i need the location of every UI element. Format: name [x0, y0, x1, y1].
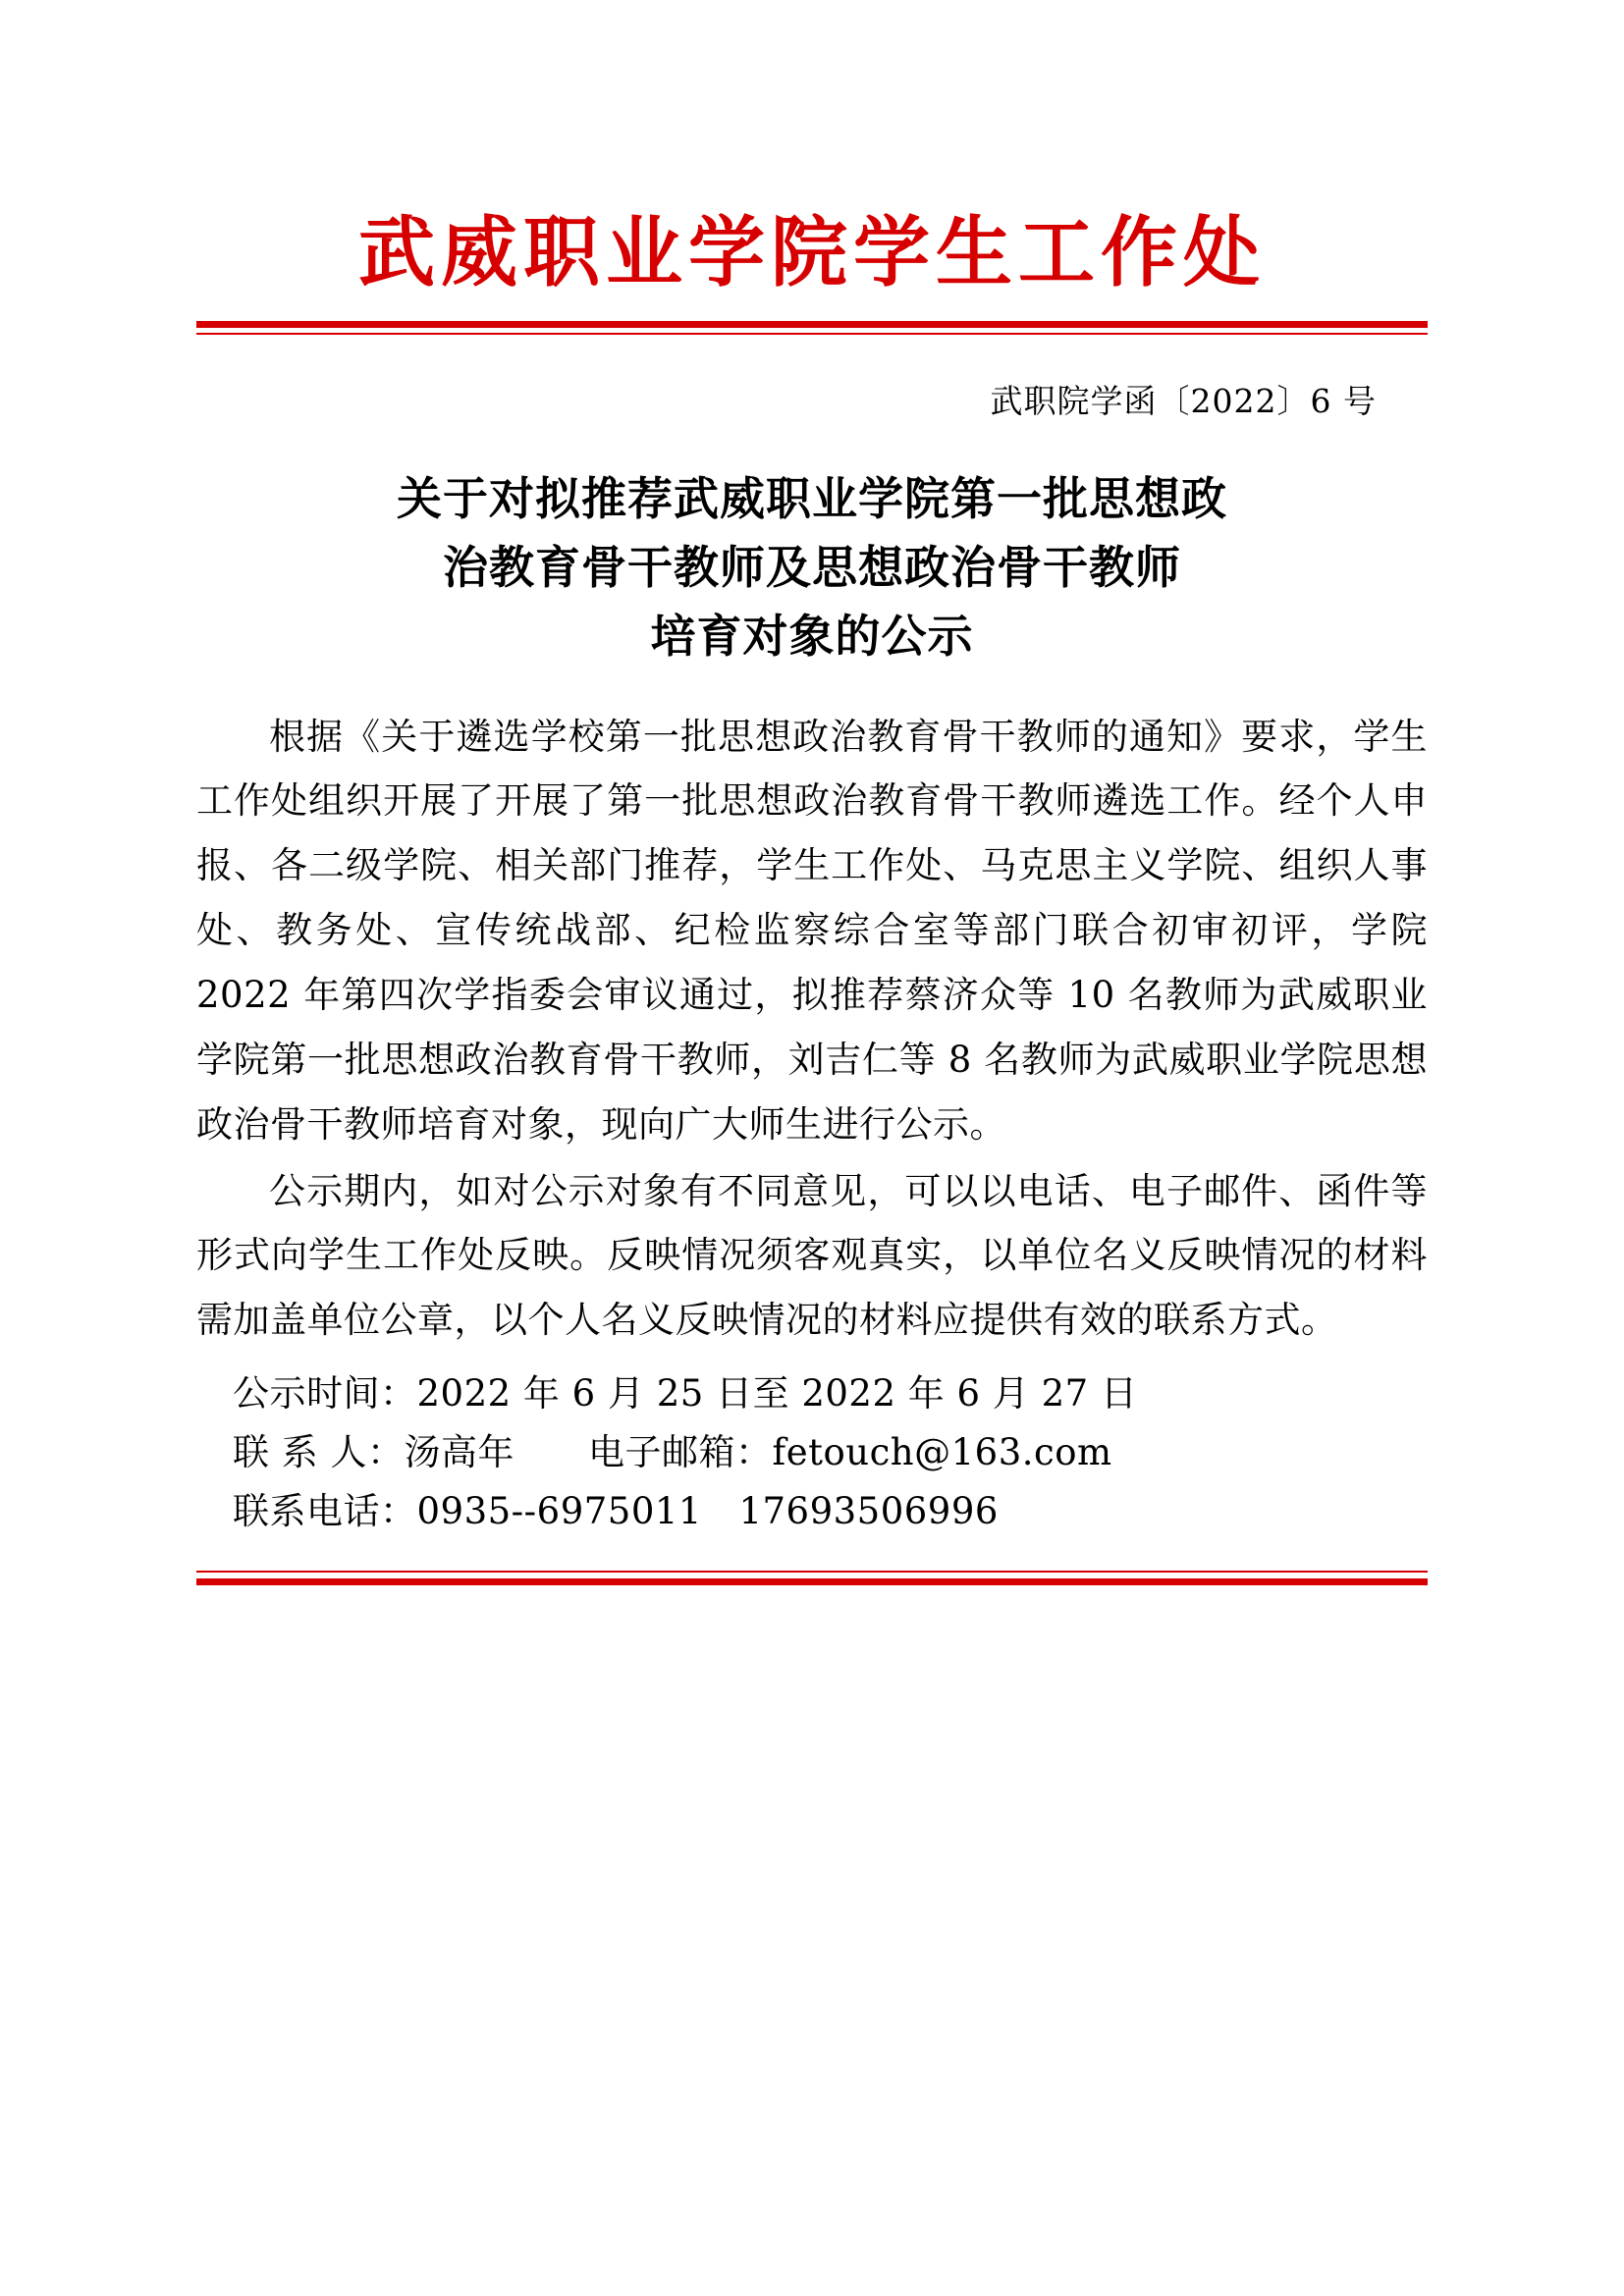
- letterhead: [196, 0, 1428, 295]
- footer-rule-thick: [196, 1578, 1428, 1585]
- document-title-line-3: 培育对象的公示: [650, 609, 974, 663]
- document-title: [196, 465, 1428, 671]
- paragraph-1: 根据《关于遴选学校第一批思想政治教育骨干教师的通知》要求，学生工作处组织开展了开展了第一批思想政治教育骨干教师遴选工作。经个人申报、各二级学院、相关部门推荐，学生工作处、马克思主义学院、组织人事处、教务处、宣传统战部、纪检监察综合室等部门联合初审初评，学院 2022 年第四次学指委会审议通过，拟推荐蔡济众等 10 名教师为武威职业学院第一批思想政治教育骨干教师，刘吉仁等 8 名教师为武威职业学院思想政治骨干教师培育对象，现向广大师生进行公示。: [196, 715, 1428, 1146]
- contact-info: [196, 1364, 1428, 1541]
- contact-phone-line: 联系电话：0935--6975011 17693506996: [233, 1489, 999, 1532]
- document-body: [196, 0, 1428, 1585]
- header-rule-thick: [196, 321, 1428, 328]
- document-content: [196, 705, 1428, 1354]
- document-number: 武职院学函〔2022〕6 号: [990, 381, 1377, 420]
- footer-rules: [196, 1571, 1428, 1585]
- footer-rule-thin: [196, 1571, 1428, 1573]
- header-rule-thin: [196, 333, 1428, 335]
- publicity-period-line: 公示时间：2022 年 6 月 25 日至 2022 年 6 月 27 日: [233, 1372, 1138, 1415]
- contact-person-line: 联 系 人：汤高年 电子邮箱：fetouch@163.com: [233, 1431, 1112, 1474]
- paragraph-2: 公示期内，如对公示对象有不同意见，可以以电话、电子邮件、函件等形式向学生工作处反映。反映情况须客观真实，以单位名义反映情况的材料需加盖单位公章，以个人名义反映情况的材料应提供有效的联系方式。: [196, 1169, 1428, 1342]
- letterhead-organization: 武威职业学院学生工作处: [357, 208, 1266, 297]
- document-title-line-2: 治教育骨干教师及思想政治骨干教师: [443, 540, 1181, 594]
- document-title-line-1: 关于对拟推荐武威职业学院第一批思想政: [397, 471, 1227, 525]
